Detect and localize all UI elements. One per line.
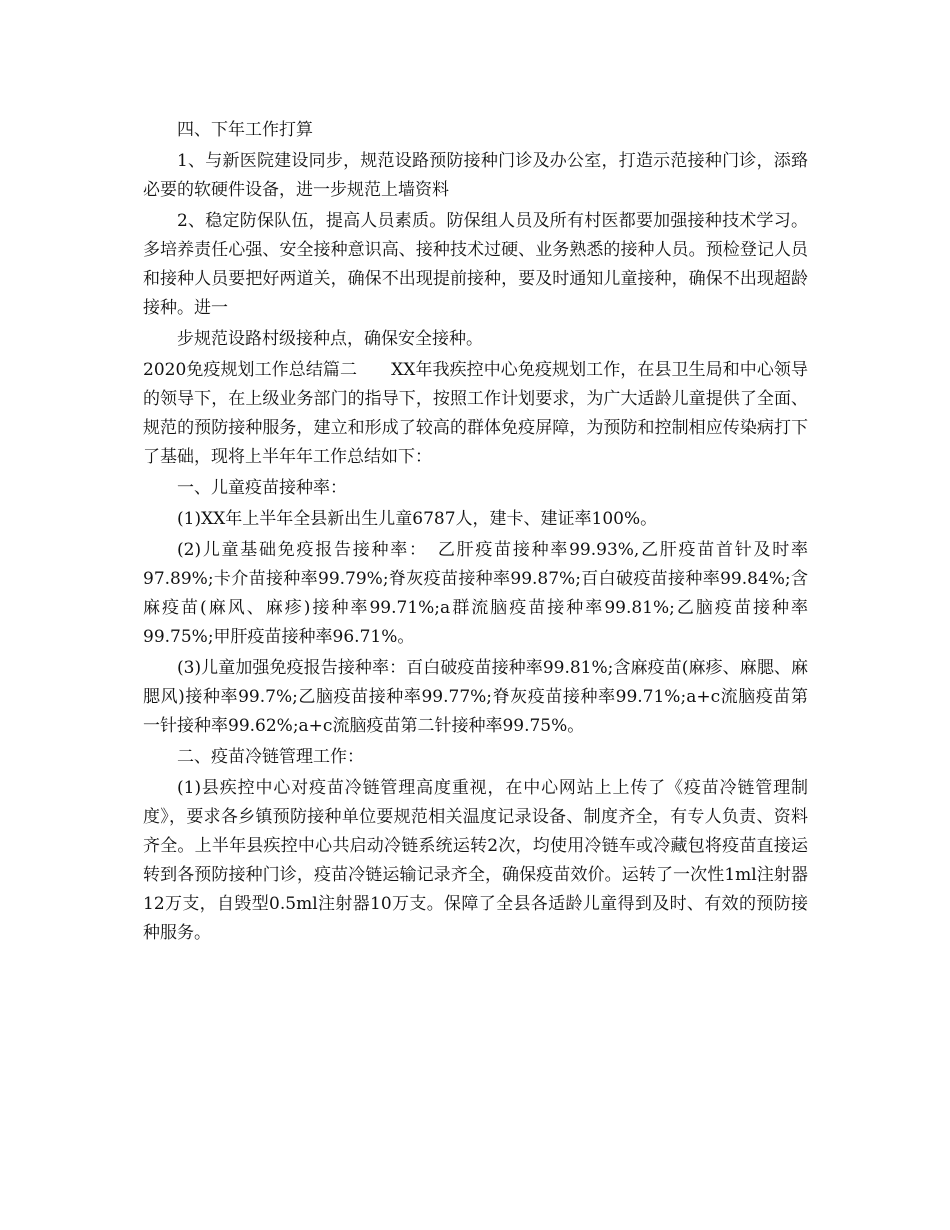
paragraph-plan-item-2-cont: 步规范设路村级接种点，确保安全接种。 — [177, 329, 483, 349]
document-body — [143, 116, 808, 950]
paragraph-plan-item-1: 1、与新医院建设同步，规范设路预防接种门诊及办公室，打造示范接种门诊，添臵必要的软硬件设备，进一步规范上墙资料 — [143, 151, 808, 200]
paragraph-summary-intro: 2020免疫规划工作总结篇二 XX年我疾控中心免疫规划工作，在县卫生局和中心领导的领导下，在上级业务部门的指导下，按照工作计划要求，为广大适龄儿童提供了全面、规范的预防接种服务，建立和形成了较高的群体免疫屏障，为预防和控制相应传染病打下了基础，现将上半年年工作总结如下： — [143, 360, 808, 467]
paragraph-section-heading-2: 二、疫苗冷链管理工作： — [177, 747, 364, 767]
paragraph-section-heading-1: 一、儿童疫苗接种率： — [177, 478, 347, 498]
paragraph-item-newborns: (1)XX年上半年全县新出生儿童6787人，建卡、建证率100%。 — [177, 509, 658, 529]
paragraph-item-booster-immunization: (3)儿童加强免疫报告接种率：百白破疫苗接种率99.81%;含麻疫苗(麻疹、麻腮、麻腮风)接种率99.7%;乙脑疫苗接种率99.77%;脊灰疫苗接种率99.71%;a+c流脑疫苗第一针接种率99.62%;a+c流脑疫苗第二针接种率99.75%。 — [143, 658, 808, 736]
paragraph-section-heading-4: 四、下年工作打算 — [177, 120, 313, 140]
paragraph-item-basic-immunization: (2)儿童基础免疫报告接种率： 乙肝疫苗接种率99.93%,乙肝疫苗首针及时率97.89%;卡介苗接种率99.79%;脊灰疫苗接种率99.87%;百白破疫苗接种率99.84%;含麻疫苗(麻风、麻疹)接种率99.71%;a群流脑疫苗接种率99.81%;乙脑疫苗接种率99.75%;甲肝疫苗接种率96.71%。 — [143, 540, 808, 647]
paragraph-plan-item-2: 2、稳定防保队伍，提高人员素质。防保组人员及所有村医都要加强接种技术学习。多培养责任心强、安全接种意识高、接种技术过硬、业务熟悉的接种人员。预检登记人员和接种人员要把好两道关，确保不出现提前接种，要及时通知儿童接种，确保不出现超龄接种。进一 — [143, 211, 808, 318]
paragraph-item-cold-chain: (1)县疾控中心对疫苗冷链管理高度重视，在中心网站上上传了《疫苗冷链管理制度》，要求各乡镇预防接种单位要规范相关温度记录设备、制度齐全，有专人负责、资料齐全。上半年县疾控中心共启动冷链系统运转2次，均使用冷链车或冷藏包将疫苗直接运转到各预防接种门诊，疫苗冷链运输记录齐全，确保疫苗效价。运转了一次性1ml注射器12万支，自毁型0.5ml注射器10万支。保障了全县各适龄儿童得到及时、有效的预防接种服务。 — [143, 778, 808, 943]
